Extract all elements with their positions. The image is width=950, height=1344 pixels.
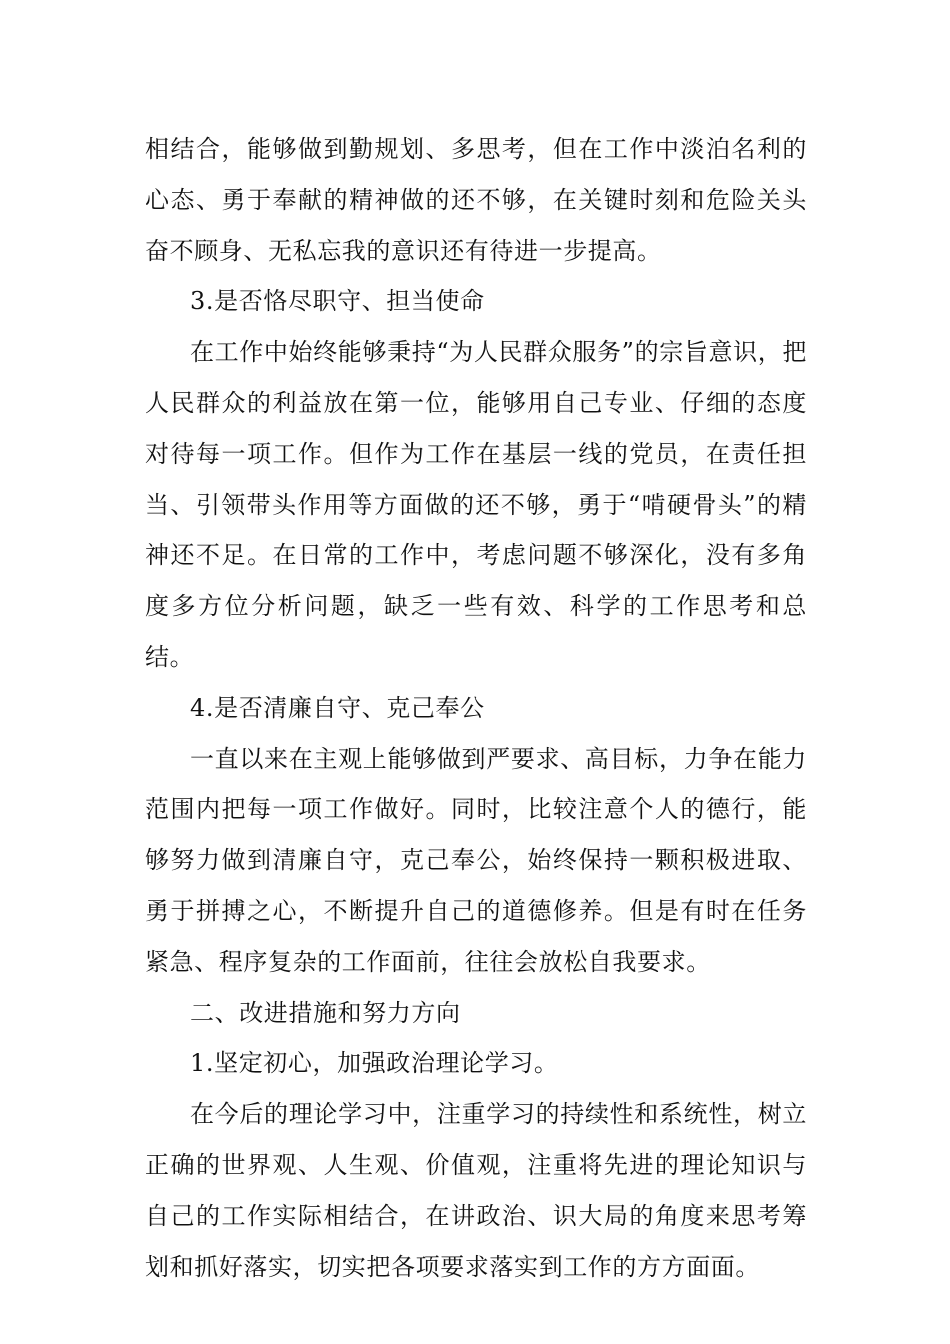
document-body (145, 124, 807, 1292)
paragraph-continuation: 相结合，能够做到勤规划、多思考，但在工作中淡泊名利的心态、勇于奉献的精神做的还不够，在关键时刻和危险关头奋不顾身、无私忘我的意识还有待进一步提高。 (145, 135, 807, 265)
section-heading-improvement: 二、改进措施和努力方向 (190, 998, 461, 1027)
paragraph-integrity: 一直以来在主观上能够做到严要求、高目标，力争在能力范围内把每一项工作做好。同时，比较注意个人的德行，能够努力做到清廉自守，克己奉公，始终保持一颗积极进取、勇于拼搏之心，不断提升自己的道德修养。但是有时在任务紧急、程序复杂的工作面前，往往会放松自我要求。 (145, 744, 807, 976)
paragraph-theory-study: 在今后的理论学习中，注重学习的持续性和系统性，树立正确的世界观、人生观、价值观，注重将先进的理论知识与自己的工作实际相结合，在讲政治、识大局的角度来思考筹划和抓好落实，切实把各项要求落实到工作的方方面面。 (145, 1100, 807, 1281)
section-heading-3: 3.是否恪尽职守、担当使命 (190, 287, 485, 316)
section-heading-4: 4.是否清廉自守、克己奉公 (190, 693, 485, 722)
subsection-heading-1: 1.坚定初心，加强政治理论学习。 (190, 1049, 559, 1078)
paragraph-duty: 在工作中始终能够秉持“为人民群众服务”的宗旨意识，把人民群众的利益放在第一位，能够用自己专业、仔细的态度对待每一项工作。但作为工作在基层一线的党员，在责任担当、引领带头作用等方面做的还不够，勇于“啃硬骨头”的精神还不足。在日常的工作中，考虑问题不够深化，没有多角度多方位分析问题，缺乏一些有效、科学的工作思考和总结。 (145, 338, 807, 671)
